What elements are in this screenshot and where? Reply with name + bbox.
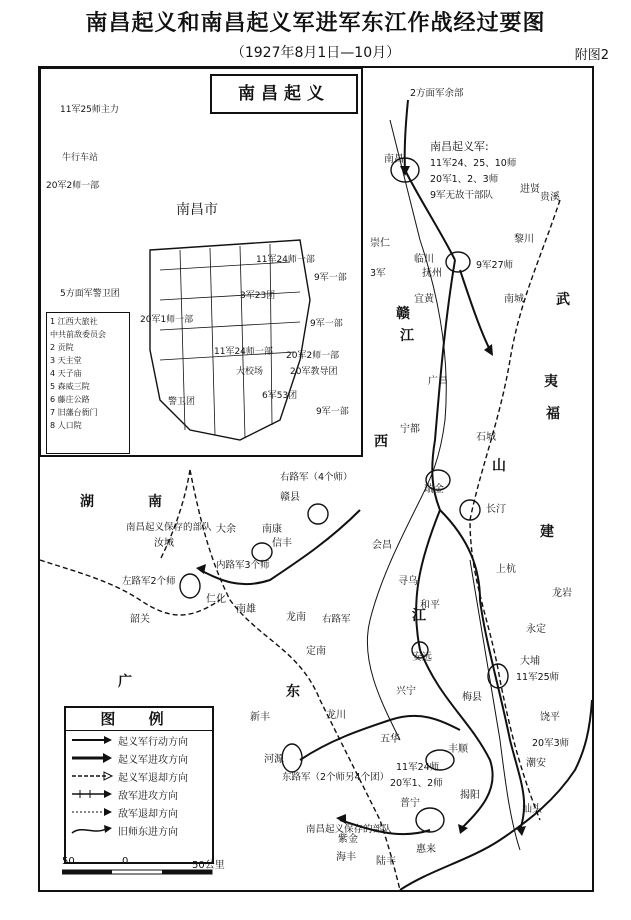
army-label: 南昌起义保存的部队 bbox=[126, 522, 212, 533]
inset-label: 20军2师一部 bbox=[46, 181, 100, 191]
place-label: 陆丰 bbox=[376, 856, 396, 867]
place-label: 南城 bbox=[504, 294, 524, 305]
province-label: 江 bbox=[400, 328, 414, 344]
scale-mid: 0 bbox=[122, 856, 129, 867]
place-label: 南昌 bbox=[384, 154, 404, 165]
province-label: 湖 bbox=[80, 494, 94, 510]
legend-row bbox=[66, 767, 212, 785]
place-label: 龙南 bbox=[286, 612, 306, 623]
boundary-hunan-guangdong bbox=[40, 560, 220, 615]
place-label: 会昌 bbox=[372, 540, 392, 551]
coastline bbox=[400, 700, 592, 890]
place-label: 安远 bbox=[412, 652, 432, 663]
province-label: 建 bbox=[540, 524, 554, 540]
army-label: 20军1、2、3师 bbox=[430, 174, 499, 185]
inset-city-name: 南昌市 bbox=[176, 202, 218, 218]
place-label: 汝城 bbox=[154, 538, 174, 549]
place-label: 信丰 bbox=[272, 538, 292, 549]
legend-row bbox=[66, 803, 212, 821]
place-label: 定南 bbox=[306, 646, 326, 657]
inset-label: 9军一部 bbox=[314, 273, 347, 283]
army-label: 右路军（4个师） bbox=[280, 472, 353, 483]
scale-bar bbox=[62, 856, 232, 880]
place-label: 韶关 bbox=[130, 614, 150, 625]
army-label: 3军 bbox=[370, 268, 386, 279]
inset-key bbox=[46, 312, 130, 454]
eastward-arrow-icon bbox=[70, 823, 114, 837]
legend-label: 起义军退却方向 bbox=[118, 772, 188, 784]
retreat-arrow-icon bbox=[70, 769, 114, 783]
place-label: 龙川 bbox=[326, 710, 346, 721]
province-label: 江 bbox=[412, 608, 426, 624]
legend-row bbox=[66, 785, 212, 803]
army-label: 11军24、25、10师 bbox=[430, 158, 517, 169]
place-label: 饶平 bbox=[540, 712, 560, 723]
place-label: 贵溪 bbox=[540, 192, 560, 203]
key-item: 5 森威三院 bbox=[50, 382, 90, 391]
province-label: 南 bbox=[148, 494, 162, 510]
inset-label: 9军一部 bbox=[316, 407, 349, 417]
army-label: 20军1、2师 bbox=[390, 778, 443, 789]
place-label: 潮安 bbox=[526, 758, 546, 769]
place-label: 汕头 bbox=[522, 804, 542, 815]
inset-label: 20军2师一部 bbox=[286, 351, 340, 361]
legend-row bbox=[66, 821, 212, 839]
province-label: 武 bbox=[556, 292, 570, 308]
river-ganjiang bbox=[390, 120, 446, 500]
place-label: 长汀 bbox=[486, 504, 506, 515]
solid-arrow-icon bbox=[70, 733, 114, 747]
inset-label: 5方面军警卫团 bbox=[60, 289, 120, 299]
army-label: 南昌起义军: bbox=[430, 140, 489, 153]
nanchang-streets bbox=[160, 244, 300, 438]
army-label: 2方面军余部 bbox=[410, 88, 464, 99]
place-label: 惠来 bbox=[416, 844, 436, 855]
place-label: 瑞金 bbox=[424, 484, 444, 495]
attack-arrow-icon bbox=[70, 751, 114, 765]
legend-label: 敌军进攻方向 bbox=[118, 790, 178, 802]
province-label: 赣 bbox=[396, 306, 410, 322]
key-item: 3 天主堂 bbox=[50, 356, 82, 365]
key-item: 1 江西大旅社 bbox=[50, 317, 98, 326]
legend-row bbox=[66, 731, 212, 749]
place-label: 大埔 bbox=[520, 656, 540, 667]
inset-label: 警卫团 bbox=[168, 397, 196, 407]
army-label: 9军无故干部队 bbox=[430, 190, 494, 201]
army-label: 东路军（2个师另4个团） bbox=[282, 772, 390, 783]
place-label: 南康 bbox=[262, 524, 282, 535]
inset-label: 9军一部 bbox=[310, 319, 343, 329]
key-item: 8 人口院 bbox=[50, 421, 82, 430]
army-label: 9军27师 bbox=[476, 260, 514, 271]
map-subtitle: （1927年8月1日—10月） bbox=[230, 45, 401, 61]
place-label: 石城 bbox=[476, 432, 496, 443]
place-label: 南雄 bbox=[236, 604, 256, 615]
boundary-jiangxi-fujian bbox=[470, 200, 560, 820]
place-label: 河源 bbox=[264, 754, 284, 765]
province-label: 夷 bbox=[544, 374, 558, 390]
boundary-guangdong-jiangxi bbox=[190, 470, 400, 890]
place-label: 揭阳 bbox=[460, 790, 480, 801]
inset-label: 大校场 bbox=[236, 367, 264, 377]
key-item: 中共前敌委员会 bbox=[50, 330, 106, 339]
province-label: 山 bbox=[492, 458, 506, 474]
inset-label: 20军1师一部 bbox=[140, 315, 194, 325]
army-label: 内路军3个师 bbox=[216, 560, 270, 571]
legend-label: 旧师东进方向 bbox=[118, 826, 178, 838]
map-title: 南昌起义和南昌起义军进军东江作战经过要图 bbox=[85, 11, 546, 36]
army-label: 20军3师 bbox=[532, 738, 570, 749]
place-label: 和平 bbox=[420, 600, 440, 611]
key-item: 2 贡院 bbox=[50, 343, 74, 352]
place-label: 梅县 bbox=[462, 692, 482, 703]
place-label: 海丰 bbox=[336, 852, 356, 863]
place-label: 广昌 bbox=[428, 376, 448, 387]
inset-label: 11军24师一部 bbox=[256, 255, 315, 265]
nanchang-city-outline bbox=[150, 240, 310, 440]
province-label: 西 bbox=[374, 434, 388, 450]
legend-row bbox=[66, 749, 212, 767]
inset-title: 南昌起义 bbox=[210, 74, 358, 114]
place-label: 紫金 bbox=[338, 834, 358, 845]
province-label: 福 bbox=[546, 406, 560, 422]
place-label: 崇仁 bbox=[370, 238, 390, 249]
inset-label: 牛行车站 bbox=[62, 153, 99, 163]
inset-label: 6军53团 bbox=[262, 391, 298, 401]
province-label: 广 bbox=[118, 674, 132, 690]
scale-left: 50 bbox=[62, 856, 75, 867]
place-label: 普宁 bbox=[400, 798, 420, 809]
place-label: 赣县 bbox=[280, 492, 300, 503]
place-label: 进贤 bbox=[520, 184, 540, 195]
place-label: 临川 bbox=[414, 254, 434, 265]
legend-label: 起义军进攻方向 bbox=[118, 754, 188, 766]
place-label: 仁化 bbox=[206, 594, 226, 605]
river-gongshui bbox=[367, 500, 420, 740]
legend-label: 起义军行动方向 bbox=[118, 736, 188, 748]
army-label: 左路军2个师 bbox=[122, 576, 176, 587]
place-label: 宁都 bbox=[400, 424, 420, 435]
place-label: 龙岩 bbox=[552, 588, 572, 599]
scale-right: 50公里 bbox=[192, 860, 225, 871]
place-label: 黎川 bbox=[514, 234, 534, 245]
enemy-retreat-arrow-icon bbox=[70, 805, 114, 819]
place-label: 永定 bbox=[526, 624, 546, 635]
province-label: 东 bbox=[286, 684, 300, 700]
place-label: 宜黄 bbox=[414, 294, 434, 305]
key-item: 6 藤庄公路 bbox=[50, 395, 90, 404]
army-label: 11军24师 bbox=[396, 762, 440, 773]
enemy-attack-arrow-icon bbox=[70, 787, 114, 801]
place-label: 新丰 bbox=[250, 712, 270, 723]
appendix-label: 附图2 bbox=[574, 48, 609, 63]
place-label: 兴宁 bbox=[396, 686, 416, 697]
key-item: 7 旧藩台衙门 bbox=[50, 408, 98, 417]
army-label: 11军25师 bbox=[516, 672, 560, 683]
place-label: 丰顺 bbox=[448, 744, 468, 755]
legend-title: 图 例 bbox=[66, 708, 212, 731]
troop-positions bbox=[180, 158, 508, 832]
inset-label: 11军24师一部 bbox=[214, 347, 273, 357]
inset-label: 20军教导团 bbox=[290, 367, 338, 377]
place-label: 寻乌 bbox=[398, 576, 418, 587]
place-label: 五华 bbox=[380, 734, 400, 745]
inset-label: 11军25师主力 bbox=[60, 105, 119, 115]
legend bbox=[64, 706, 214, 864]
boundary-hunan-jiangxi bbox=[160, 470, 190, 560]
legend-label: 敌军退却方向 bbox=[118, 808, 178, 820]
place-label: 大余 bbox=[216, 524, 236, 535]
place-label: 抚州 bbox=[422, 268, 442, 279]
inset-label: 3军23团 bbox=[240, 291, 276, 301]
army-label: 右路军 bbox=[322, 614, 351, 625]
army-label: 南昌起义保存的部队 bbox=[306, 824, 392, 835]
river-tingjiang bbox=[470, 560, 520, 850]
key-item: 4 天子庙 bbox=[50, 369, 82, 378]
place-label: 上杭 bbox=[496, 564, 516, 575]
